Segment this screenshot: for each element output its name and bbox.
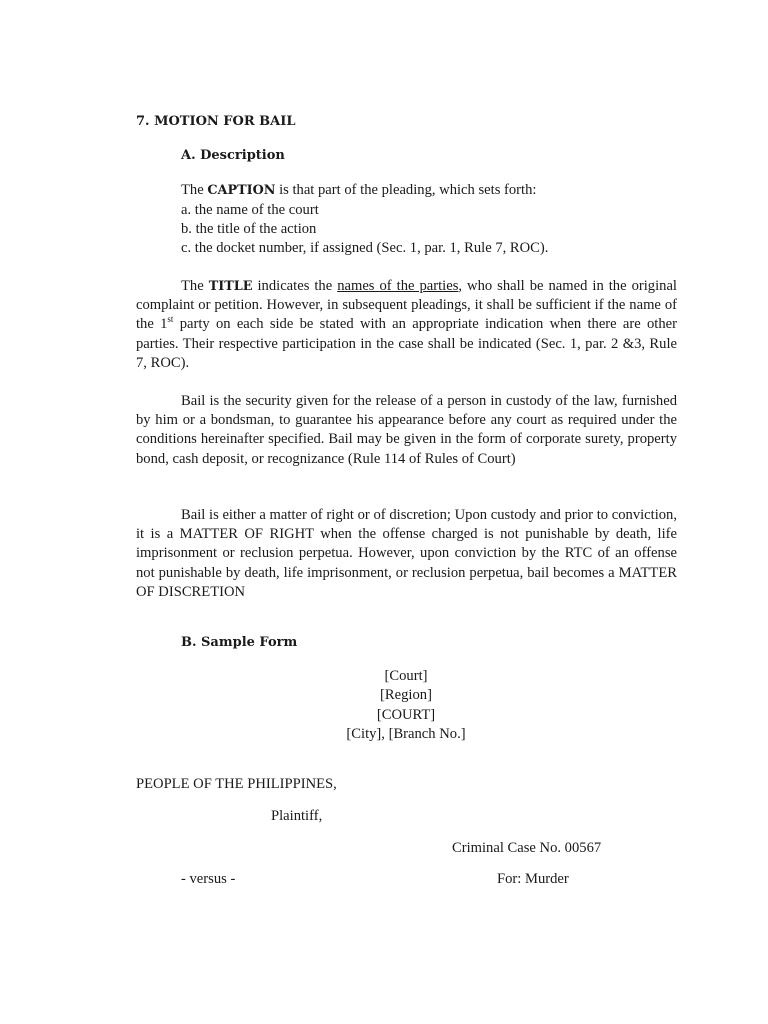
caption-intro — [181, 182, 536, 199]
right-text: Bail is either a matter of right or of discretion; Upon custody and prior to conviction, it is a MATTER OF RIGHT when the offense charged is not punishable by death, life imprisonment or reclusion perpetua. However, upon conviction by the RTC of an offense not punishable by death, life imprisonment, or reclusion perpetua, bail becomes a MATTER OF DISCRETION — [136, 507, 677, 600]
caption-intro-post: is that part of the pleading, which sets forth: — [275, 182, 537, 198]
versus-label: - versus - — [181, 871, 236, 887]
section-heading: 7. MOTION FOR BAIL — [136, 114, 296, 129]
court-line: [Court] — [384, 668, 428, 684]
list-item: a. the name of the court — [181, 202, 319, 218]
bail-paragraph — [136, 392, 677, 469]
subheading-sample-form: B. Sample Form — [181, 635, 298, 650]
caption-list — [181, 201, 548, 259]
ordinal-superscript: st — [167, 314, 174, 325]
title-post2: party on each side be stated with an appropriate indication when there are other parties. Their respective participation in the case shall be indicated (Sec. 1, par. 2 &3, Rule 7, ROC). — [136, 316, 677, 371]
court-caps-line: [COURT] — [376, 706, 436, 723]
title-pre: The — [181, 278, 209, 294]
caption-keyword: CAPTION — [207, 183, 276, 198]
right-discretion-paragraph — [136, 506, 677, 602]
bail-text: Bail is the security given for the release of a person in custody of the law, furnished by him or a bondsman, to guarantee his appearance before any court as required under the conditions hereinafter specified. Bail may be given in the form of corporate surety, property bond, cash deposit, or recognizance (Rule 114 of Rules of Court) — [136, 393, 677, 467]
subheading-description: A. Description — [181, 148, 285, 163]
title-keyword: TITLE — [208, 279, 253, 294]
court-header — [250, 667, 562, 744]
case-number: Criminal Case No. 00567 — [452, 840, 602, 856]
list-item: c. the docket number, if assigned (Sec. 1, par. 1, Rule 7, ROC). — [181, 240, 549, 257]
region-line: [Region] — [380, 687, 432, 704]
parties-underlined: names of the parties — [337, 278, 459, 294]
plaintiff-label: Plaintiff, — [271, 808, 323, 824]
offense-label: For: Murder — [497, 871, 569, 887]
title-post1: , who shall be named in the original complaint or petition. However, in subsequent pleadings, it shall be sufficient if the name of the 1 — [136, 278, 677, 333]
caption-intro-pre: The — [181, 182, 208, 198]
city-branch-line: [City], [Branch No.] — [346, 725, 466, 742]
title-mid: indicates the — [252, 278, 338, 294]
title-paragraph — [136, 277, 677, 373]
party-name: PEOPLE OF THE PHILIPPINES, — [136, 776, 337, 792]
list-item: b. the title of the action — [181, 221, 317, 238]
